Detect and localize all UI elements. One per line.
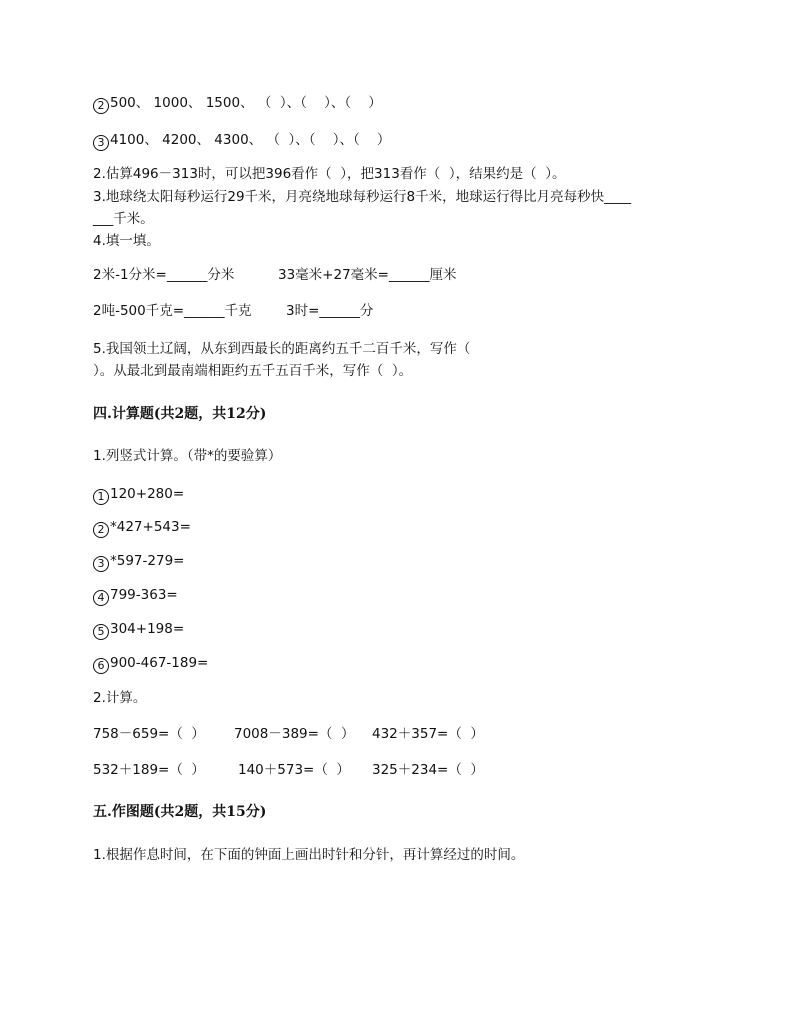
sequence-text: 4100、 4200、 4300、 （ ）、（ ）、（ ） xyxy=(110,132,391,148)
calc-expression: 900-467-189= xyxy=(110,655,209,671)
calc-item-5 xyxy=(93,620,184,640)
calc-expression: 799-363= xyxy=(110,587,178,603)
fill-item-hours: 3时=______分 xyxy=(286,303,374,319)
circled-number: 3 xyxy=(93,556,109,572)
question-fill-title: 4.填一填。 xyxy=(93,233,160,249)
circled-number: 4 xyxy=(93,590,109,606)
question-estimate: 2.估算496－313时，可以把396看作（ ），把313看作（ ），结果约是（ ）。 xyxy=(93,166,566,182)
question-territory-line1: 5.我国领土辽阔，从东到西最长的距离约五千二百千米，写作（ xyxy=(93,341,471,357)
compute-expression: 140＋573=（ ） xyxy=(238,762,350,778)
calc-item-3 xyxy=(93,552,184,572)
circled-number: 1 xyxy=(93,489,109,505)
sequence-item-3 xyxy=(93,131,390,151)
question-compute-title: 2.计算。 xyxy=(93,690,147,706)
circled-number: 3 xyxy=(93,135,109,151)
question-earth-moon-line1: 3.地球绕太阳每秒运行29千米，月亮绕地球每秒运行8千米，地球运行得比月亮每秒快____ xyxy=(93,189,632,205)
fill-item-tons: 2吨-500千克=______千克 xyxy=(93,303,252,319)
fill-item-millimeters: 33毫米+27毫米=______厘米 xyxy=(278,267,457,283)
circled-number: 6 xyxy=(93,658,109,674)
question-earth-moon-line2: ___千米。 xyxy=(93,211,154,227)
calc-expression: *427+543= xyxy=(110,519,191,535)
calc-item-6 xyxy=(93,654,208,674)
calc-expression: *597-279= xyxy=(110,553,185,569)
calc-item-1 xyxy=(93,485,184,505)
calc-expression: 304+198= xyxy=(110,621,185,637)
section-heading-drawing: 五.作图题(共2题，共15分) xyxy=(93,804,267,820)
compute-expression: 7008－389=（ ） xyxy=(234,726,355,742)
section-heading-calculation: 四.计算题(共2题，共12分) xyxy=(93,406,267,422)
compute-expression: 432＋357=（ ） xyxy=(372,726,484,742)
question-vertical-calculation: 1.列竖式计算。（带*的要验算） xyxy=(93,448,282,464)
circled-number: 2 xyxy=(93,98,109,114)
circled-number: 2 xyxy=(93,522,109,538)
compute-expression: 758－659=（ ） xyxy=(93,726,205,742)
fill-item-meters: 2米-1分米=______分米 xyxy=(93,267,235,283)
calc-item-4 xyxy=(93,586,178,606)
sequence-item-2 xyxy=(93,94,382,114)
compute-expression: 532＋189=（ ） xyxy=(93,762,205,778)
circled-number: 5 xyxy=(93,624,109,640)
compute-expression: 325＋234=（ ） xyxy=(372,762,484,778)
calc-expression: 120+280= xyxy=(110,486,185,502)
question-clock-drawing: 1.根据作息时间，在下面的钟面上画出时针和分针，再计算经过的时间。 xyxy=(93,847,525,863)
question-territory-line2: ）。从最北到最南端相距约五千五百千米，写作（ ）。 xyxy=(93,363,413,379)
calc-item-2 xyxy=(93,518,191,538)
sequence-text: 500、 1000、 1500、 （ ）、（ ）、（ ） xyxy=(110,95,382,111)
